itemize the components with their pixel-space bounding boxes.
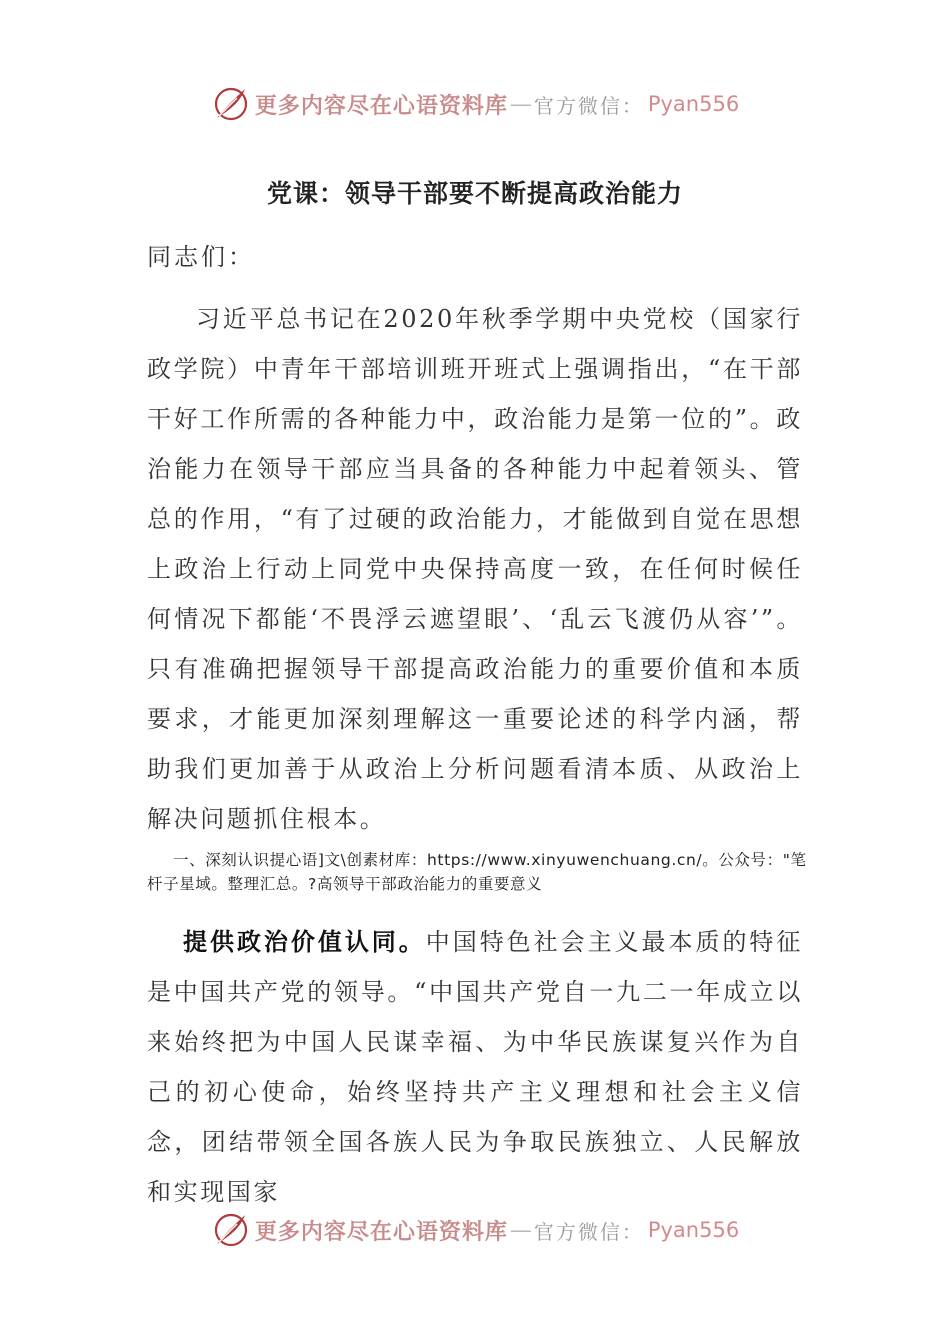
- section-heading-line: 一、深刻认识提心语]文\创素材库：https://www.xinyuwenchuang.cn/。公众号："笔杆子星域。整理汇总。?高领导干部政治能力的重要意义: [147, 851, 807, 893]
- paragraph-intro: 习近平总书记在2020年秋季学期中央党校（国家行政学院）中青年干部培训班开班式上强调指出，“在干部干好工作所需的各种能力中，政治能力是第一位的”。政治能力在领导干部应当具备的各种能力中起着领头、管总的作用，“有了过硬的政治能力，才能做到自觉在思想上政治上行动上同党中央保持高度一致，在任何时候任何情况下都能‘不畏浮云遮望眼’、‘乱云飞渡仍从容’”。只有准确把握领导干部提高政治能力的重要价值和本质要求，才能更加深刻理解这一重要论述的科学内涵，帮助我们更加善于从政治上分析问题看清本质、从政治上解决问题抓住根本。: [147, 305, 803, 833]
- salutation: 同志们：: [147, 243, 255, 271]
- banner-brand-text: 更多内容尽在心语资料库: [254, 92, 508, 119]
- banner-wechat-label: 官方微信：: [533, 1219, 644, 1244]
- paragraph-political-value: [147, 917, 803, 1217]
- banner-wechat-id: Pyan556: [647, 92, 740, 116]
- banner-separator: —: [509, 91, 532, 117]
- paragraph-lead-phrase: 提供政治价值认同。: [183, 928, 426, 956]
- footer-banner: [0, 1208, 950, 1252]
- document-title: 党课：领导干部要不断提高政治能力: [266, 179, 683, 208]
- quill-logo-icon: [211, 84, 251, 124]
- header-banner: [0, 82, 950, 126]
- quill-logo-icon: [211, 1210, 251, 1250]
- banner-wechat-id: Pyan556: [647, 1218, 740, 1242]
- banner-wechat-label: 官方微信：: [533, 93, 644, 118]
- banner-separator: —: [509, 1217, 532, 1243]
- paragraph-body-text: 中国特色社会主义最本质的特征是中国共产党的领导。“中国共产党自一九二一年成立以来始终把为中国人民谋幸福、为中华民族谋复兴作为自己的初心使命，始终坚持共产主义理想和社会主义信念，团结带领全国各族人民为争取民族独立、人民解放和实现国家: [147, 928, 803, 1206]
- banner-brand-text: 更多内容尽在心语资料库: [254, 1218, 508, 1245]
